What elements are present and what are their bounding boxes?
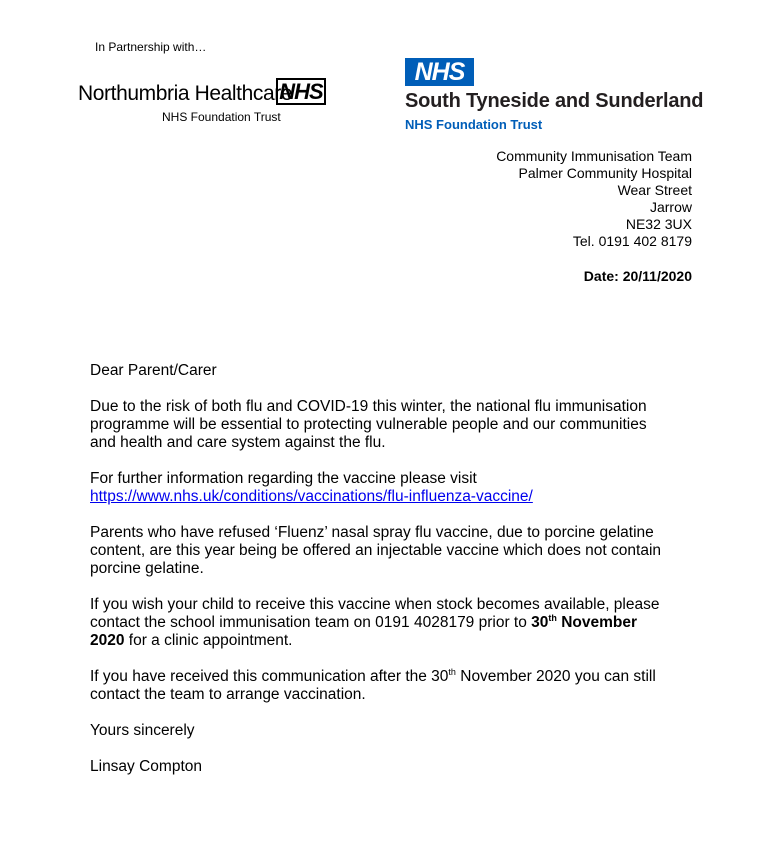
vaccine-info-link[interactable]: https://www.nhs.uk/conditions/vaccinations/flu-influenza-vaccine/ xyxy=(90,488,533,505)
text-line: For further information regarding the vaccine please visit xyxy=(90,470,477,487)
text-line: contact the school immunisation team on 0191 4028179 prior to xyxy=(90,614,532,631)
sender-address xyxy=(496,148,692,250)
address-line: Community Immunisation Team xyxy=(496,148,692,164)
text-line: November 2020 you can still xyxy=(455,668,656,685)
letter-date: Date: 20/11/2020 xyxy=(583,268,692,284)
text-line: If you have received this communication after the 30 xyxy=(90,668,449,685)
northumbria-logo-name: Northumbria Healthcare xyxy=(78,82,293,105)
northumbria-trust-label: NHS Foundation Trust xyxy=(162,110,281,124)
text-line: and health and care system against the flu. xyxy=(90,434,386,451)
closing: Yours sincerely xyxy=(90,722,195,739)
south-tyneside-logo-name: South Tyneside and Sunderland xyxy=(405,90,704,112)
paragraph-contact xyxy=(90,596,690,650)
address-line: Palmer Community Hospital xyxy=(518,165,692,181)
south-tyneside-trust-label: NHS Foundation Trust xyxy=(405,117,543,132)
partnership-label: In Partnership with… xyxy=(95,40,207,54)
address-line: Jarrow xyxy=(649,199,692,215)
paragraph-late: If you have received this communication after the 30th November 2020 you can still contact the team to arrange vaccination. xyxy=(90,666,656,703)
address-line: NE32 3UX xyxy=(625,216,692,232)
address-line: Wear Street xyxy=(617,182,692,198)
address-line: Tel. 0191 402 8179 xyxy=(572,233,692,249)
deadline-date: 30th November xyxy=(531,612,638,631)
text-line: programme will be essential to protecting vulnerable people and our communities xyxy=(90,416,647,433)
text-line: Due to the risk of both flu and COVID-19 this winter, the national flu immunisation xyxy=(90,398,647,415)
salutation: Dear Parent/Carer xyxy=(90,362,217,379)
text-line: contact the team to arrange vaccination. xyxy=(90,686,366,703)
deadline-year: 2020 xyxy=(90,632,125,649)
letter-body xyxy=(90,362,690,776)
paragraph-fluenz xyxy=(90,524,690,578)
text-line: Parents who have refused ‘Fluenz’ nasal spray flu vaccine, due to porcine gelatine xyxy=(90,524,654,541)
text-line: If you wish your child to receive this vaccine when stock becomes available, please xyxy=(90,596,660,613)
south-tyneside-nhs-logo: NHS xyxy=(405,58,474,86)
text-line: content, are this year being be offered an injectable vaccine which does not contain xyxy=(90,542,662,559)
northumbria-nhs-logo: NHS xyxy=(276,78,326,105)
paragraph-info xyxy=(90,470,690,506)
paragraph-risk xyxy=(90,398,690,452)
signature: Linsay Compton xyxy=(90,758,203,775)
text-line: porcine gelatine. xyxy=(90,560,204,577)
text-line: for a clinic appointment. xyxy=(124,632,293,649)
